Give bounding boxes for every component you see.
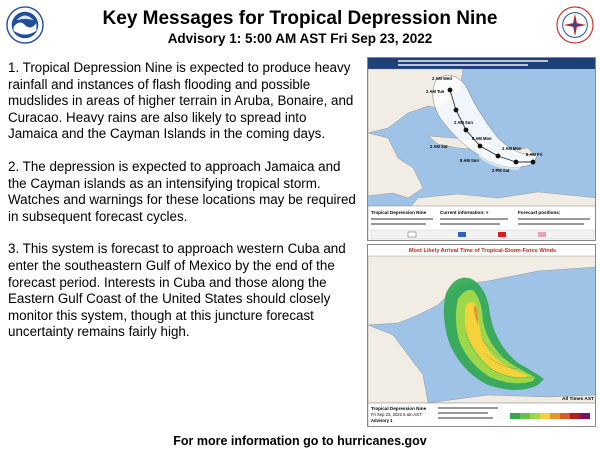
track-label: 2 AM Sun — [454, 120, 473, 125]
arrival-info-title: Tropical Depression Nine — [371, 406, 427, 411]
track-label: 2 AM Mon — [502, 146, 522, 151]
track-label: 2 AM Sat — [430, 144, 448, 149]
page-title: Key Messages for Tropical Depression Nine — [102, 8, 498, 29]
arrival-map-corner-note: All Times AST — [562, 397, 594, 402]
footer-link-text[interactable]: For more information go to hurricanes.gov — [173, 434, 427, 448]
key-messages — [8, 60, 360, 357]
advisory-subtitle: Advisory 1: 5:00 AM AST Fri Sep 23, 2022 — [167, 31, 433, 46]
cone-map-graphic — [368, 58, 596, 241]
arrival-info-line1: Fri Sep 23, 2022 5 am AST — [371, 412, 422, 417]
cone-current-info: Current information: × — [440, 210, 489, 215]
track-label: 2 AM Wed — [432, 76, 452, 81]
track-label: 8 AM Mon — [472, 136, 492, 141]
track-label: 8 AM Sun — [460, 158, 479, 163]
arrival-map-title: Most Likely Arrival Time of Tropical-Storm-Force Winds — [408, 248, 557, 254]
arrival-info-line2: Advisory 1 — [371, 418, 393, 423]
track-label: 2 PM Sat — [492, 168, 510, 173]
nws-logo-icon — [556, 6, 594, 44]
arrival-time-map — [367, 244, 596, 427]
key-message-1: 1. Tropical Depression Nine is expected to produce heavy rainfall and instances of flash flooding and possible mudslides in areas of higher terrain in Aruba, Bonaire, and Curacao. Heavy rains are also likely to spread into Jamaica and the Cayman Islands in the coming days. — [8, 60, 354, 142]
noaa-logo-icon — [6, 6, 44, 44]
cone-forecast-positions: Forecast positions: — [518, 210, 561, 215]
track-label: 8 AM Fri — [526, 152, 543, 157]
forecast-cone-map — [367, 57, 596, 241]
key-message-2: 2. The depression is expected to approach Jamaica and the Cayman islands as an intensifying tropical storm. Watches and warnings for these locations may be required in subsequent forecast cycles. — [8, 158, 356, 224]
track-label: 2 AM Tue — [426, 89, 445, 94]
cone-info-title: Tropical Depression Nine — [371, 210, 427, 215]
arrival-map-graphic — [368, 245, 596, 427]
key-message-3: 3. This system is forecast to approach western Cuba and enter the southeastern Gulf of Mexico by the end of the forecast period. Interests in Cuba and those along the Eastern Gulf Coast of the United States should closely monitor this system, though at this juncture forecast uncertainty remains fairly high. — [8, 241, 346, 340]
